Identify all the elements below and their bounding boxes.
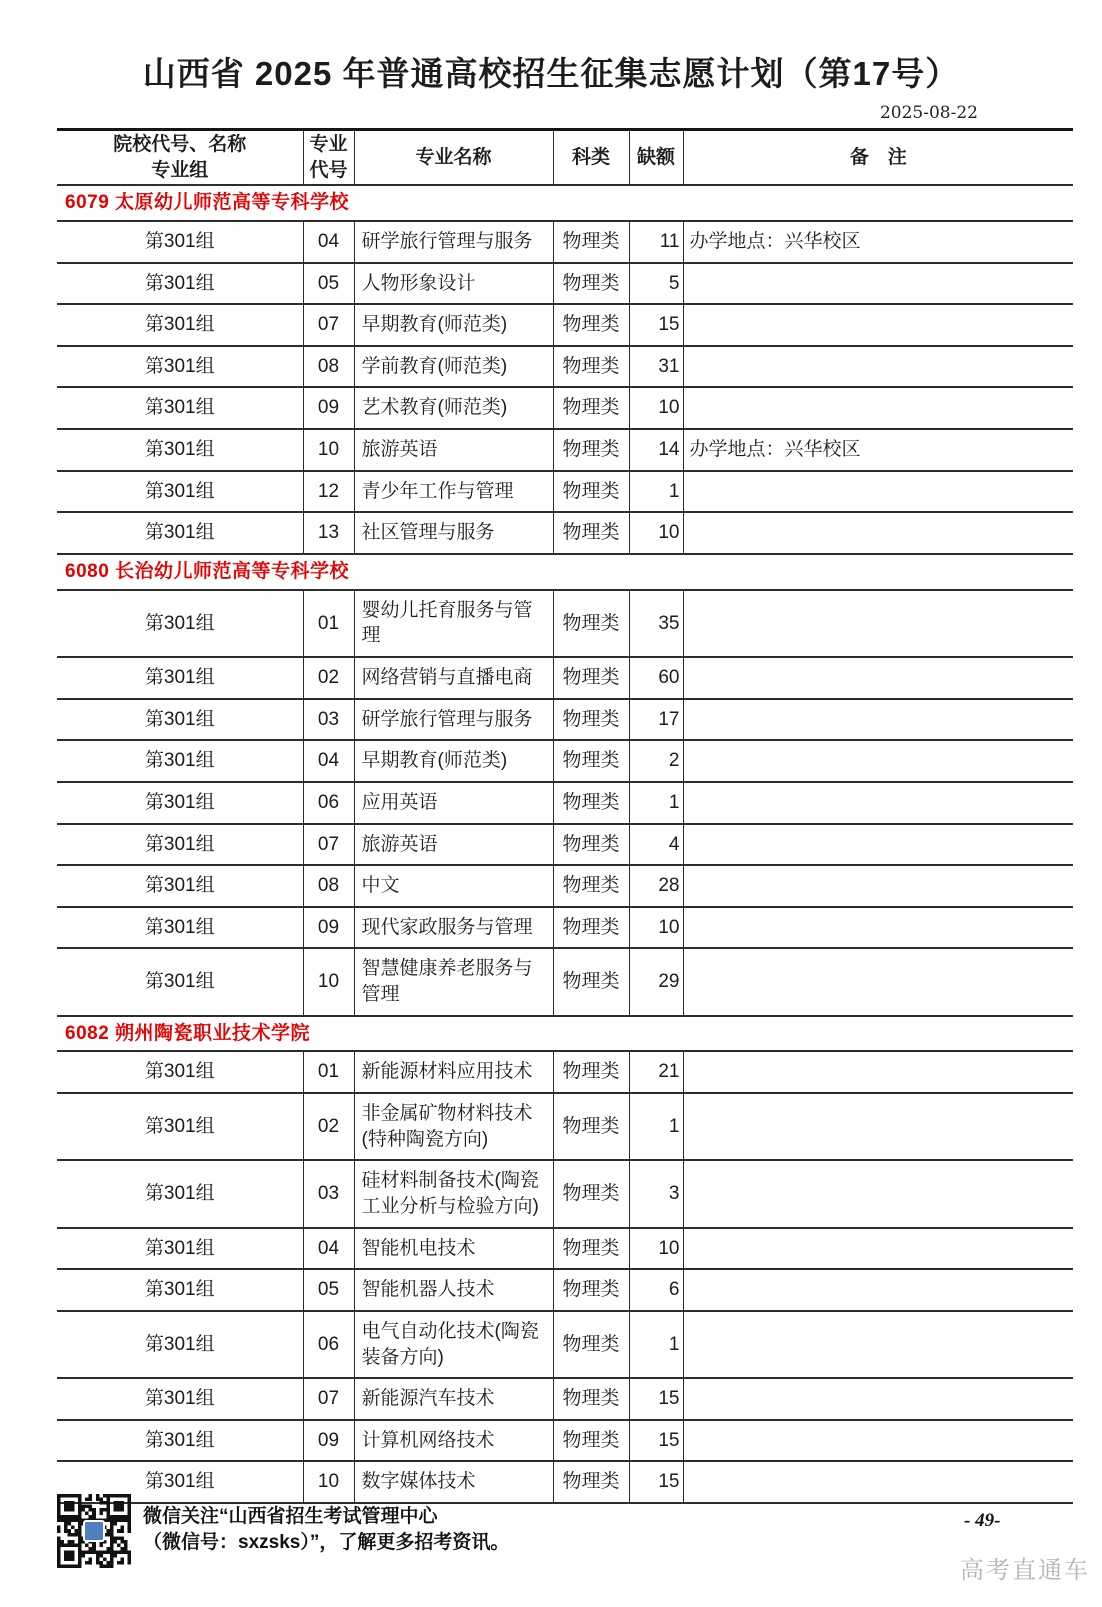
remark-cell: [683, 304, 1073, 346]
school-name: 6082 朔州陶瓷职业技术学院: [65, 1022, 311, 1044]
code-cell: 09: [303, 907, 354, 949]
col-header-major-code: [303, 130, 354, 186]
code-cell: 07: [303, 824, 354, 866]
group-cell: 第301组: [144, 1061, 215, 1083]
category-cell: 物理类: [553, 263, 629, 305]
table-row: [57, 1228, 1073, 1270]
category-cell: 物理类: [553, 657, 629, 699]
category-cell: 物理类: [553, 1461, 629, 1503]
table-row: [57, 1269, 1073, 1311]
major-cell: 中文: [354, 865, 553, 907]
code-cell: 03: [303, 1160, 354, 1227]
vacancy-cell: 4: [629, 824, 683, 866]
remark-cell: [683, 1378, 1073, 1420]
remark-cell: [683, 740, 1073, 782]
page-number: - 49-: [964, 1510, 1001, 1531]
code-cell: 03: [303, 699, 354, 741]
remark-cell: [683, 1093, 1073, 1160]
table-row: [57, 1420, 1073, 1462]
category-cell: 物理类: [553, 699, 629, 741]
table-row: [57, 221, 1073, 263]
table-row: [57, 590, 1073, 657]
remark-cell: [683, 907, 1073, 949]
table-row: [57, 824, 1073, 866]
vacancy-cell: 2: [629, 740, 683, 782]
vacancy-cell: 5: [629, 263, 683, 305]
table-row: [57, 1160, 1073, 1227]
major-cell: 新能源汽车技术: [354, 1378, 553, 1420]
major-cell: 早期教育(师范类): [354, 740, 553, 782]
col-header-school-group: [57, 130, 303, 186]
group-cell: 第301组: [144, 1115, 215, 1137]
category-cell: 物理类: [553, 512, 629, 554]
remark-cell: [683, 1420, 1073, 1462]
major-cell: 网络营销与直播电商: [354, 657, 553, 699]
group-cell: 第301组: [144, 1279, 215, 1301]
vacancy-cell: 1: [629, 1311, 683, 1378]
table-row: [57, 865, 1073, 907]
remark-cell: [683, 699, 1073, 741]
col-header-category: 科类: [553, 130, 629, 186]
col-header-code-line2: 代号: [309, 159, 348, 181]
category-cell: 物理类: [553, 907, 629, 949]
major-cell: 研学旅行管理与服务: [354, 221, 553, 263]
major-cell: 学前教育(师范类): [354, 346, 553, 388]
footer-note: [143, 1504, 509, 1556]
vacancy-cell: 6: [629, 1269, 683, 1311]
table-row: [57, 346, 1073, 388]
category-cell: 物理类: [553, 824, 629, 866]
qr-logo: [83, 1520, 105, 1542]
vacancy-cell: 1: [629, 471, 683, 513]
col-header-school-line1: 院校代号、名称: [113, 134, 247, 155]
group-cell: 第301组: [144, 708, 215, 730]
vacancy-cell: 21: [629, 1051, 683, 1093]
remark-cell: [683, 590, 1073, 657]
category-cell: 物理类: [553, 1093, 629, 1160]
qr-code: [57, 1494, 131, 1568]
col-header-vacancy: 缺额: [629, 130, 683, 186]
major-cell: 电气自动化技术(陶瓷装备方向): [354, 1311, 553, 1378]
vacancy-cell: 3: [629, 1160, 683, 1227]
col-header-code-line1: 专业: [309, 134, 348, 155]
category-cell: 物理类: [553, 346, 629, 388]
remark-cell: [683, 782, 1073, 824]
major-cell: 艺术教育(师范类): [354, 387, 553, 429]
remark-cell: 办学地点：兴华校区: [683, 221, 1073, 263]
remark-cell: [683, 824, 1073, 866]
major-cell: 智能机电技术: [354, 1228, 553, 1270]
code-cell: 01: [303, 1051, 354, 1093]
code-cell: 05: [303, 263, 354, 305]
category-cell: 物理类: [553, 1378, 629, 1420]
group-cell: 第301组: [144, 666, 215, 688]
category-cell: 物理类: [553, 1269, 629, 1311]
group-cell: 第301组: [144, 612, 215, 634]
group-cell: 第301组: [144, 750, 215, 772]
group-cell: 第301组: [144, 1429, 215, 1451]
date-label: 2025-08-22: [879, 103, 978, 123]
major-cell: 非金属矿物材料技术(特种陶瓷方向): [354, 1093, 553, 1160]
table-row: [57, 263, 1073, 305]
code-cell: 09: [303, 387, 354, 429]
group-cell: 第301组: [144, 916, 215, 938]
table-row: [57, 512, 1073, 554]
table-row: [57, 1311, 1073, 1378]
major-cell: 计算机网络技术: [354, 1420, 553, 1462]
major-cell: 新能源材料应用技术: [354, 1051, 553, 1093]
header-row: [57, 130, 1073, 186]
code-cell: 12: [303, 471, 354, 513]
code-cell: 07: [303, 1378, 354, 1420]
school-row: [57, 1016, 1073, 1052]
vacancy-cell: 10: [629, 387, 683, 429]
code-cell: 06: [303, 782, 354, 824]
vacancy-cell: 15: [629, 1461, 683, 1503]
code-cell: 10: [303, 1461, 354, 1503]
remark-cell: [683, 1160, 1073, 1227]
major-cell: 社区管理与服务: [354, 512, 553, 554]
major-cell: 研学旅行管理与服务: [354, 699, 553, 741]
category-cell: 物理类: [553, 1311, 629, 1378]
vacancy-cell: 10: [629, 907, 683, 949]
remark-cell: [683, 1461, 1073, 1503]
code-cell: 04: [303, 1228, 354, 1270]
table-row: [57, 429, 1073, 471]
vacancy-cell: 10: [629, 1228, 683, 1270]
table-row: [57, 1093, 1073, 1160]
code-cell: 05: [303, 1269, 354, 1311]
vacancy-cell: 15: [629, 304, 683, 346]
group-cell: 第301组: [144, 522, 215, 544]
table-row: [57, 699, 1073, 741]
group-cell: 第301组: [144, 1471, 215, 1493]
major-cell: 旅游英语: [354, 824, 553, 866]
group-cell: 第301组: [144, 230, 215, 252]
category-cell: 物理类: [553, 471, 629, 513]
category-cell: 物理类: [553, 590, 629, 657]
remark-cell: [683, 346, 1073, 388]
remark-cell: 办学地点：兴华校区: [683, 429, 1073, 471]
major-cell: 旅游英语: [354, 429, 553, 471]
category-cell: 物理类: [553, 429, 629, 471]
group-cell: 第301组: [144, 971, 215, 993]
code-cell: 13: [303, 512, 354, 554]
col-header-major-name: 专业名称: [354, 130, 553, 186]
code-cell: 01: [303, 590, 354, 657]
category-cell: 物理类: [553, 1228, 629, 1270]
table-row: [57, 740, 1073, 782]
remark-cell: [683, 948, 1073, 1015]
remark-cell: [683, 1228, 1073, 1270]
vacancy-cell: 29: [629, 948, 683, 1015]
category-cell: 物理类: [553, 221, 629, 263]
group-cell: 第301组: [144, 1388, 215, 1410]
school-name: 6079 太原幼儿师范高等专科学校: [65, 192, 350, 214]
category-cell: 物理类: [553, 304, 629, 346]
group-cell: 第301组: [144, 875, 215, 897]
code-cell: 08: [303, 865, 354, 907]
category-cell: 物理类: [553, 1051, 629, 1093]
table-row: [57, 1051, 1073, 1093]
remark-cell: [683, 1311, 1073, 1378]
code-cell: 10: [303, 429, 354, 471]
major-cell: 青少年工作与管理: [354, 471, 553, 513]
code-cell: 09: [303, 1420, 354, 1462]
vacancy-cell: 35: [629, 590, 683, 657]
group-cell: 第301组: [144, 439, 215, 461]
category-cell: 物理类: [553, 1160, 629, 1227]
group-cell: 第301组: [144, 355, 215, 377]
plan-table: [57, 128, 1073, 1504]
code-cell: 04: [303, 740, 354, 782]
category-cell: 物理类: [553, 865, 629, 907]
vacancy-cell: 11: [629, 221, 683, 263]
remark-cell: [683, 471, 1073, 513]
group-cell: 第301组: [144, 833, 215, 855]
table-row: [57, 471, 1073, 513]
major-cell: 婴幼儿托育服务与管理: [354, 590, 553, 657]
group-cell: 第301组: [144, 1183, 215, 1205]
group-cell: 第301组: [144, 791, 215, 813]
table-row: [57, 782, 1073, 824]
group-cell: 第301组: [144, 272, 215, 294]
table-row: [57, 304, 1073, 346]
category-cell: 物理类: [553, 782, 629, 824]
code-cell: 10: [303, 948, 354, 1015]
category-cell: 物理类: [553, 387, 629, 429]
remark-cell: [683, 263, 1073, 305]
vacancy-cell: 1: [629, 782, 683, 824]
group-cell: 第301组: [144, 397, 215, 419]
table-row: [57, 1461, 1073, 1503]
remark-cell: [683, 512, 1073, 554]
remark-cell: [683, 387, 1073, 429]
major-cell: 人物形象设计: [354, 263, 553, 305]
major-cell: 早期教育(师范类): [354, 304, 553, 346]
school-name: 6080 长治幼儿师范高等专科学校: [65, 561, 350, 583]
col-header-remark: 备 注: [683, 130, 1073, 186]
table-row: [57, 657, 1073, 699]
group-cell: 第301组: [144, 480, 215, 502]
category-cell: 物理类: [553, 948, 629, 1015]
major-cell: 数字媒体技术: [354, 1461, 553, 1503]
vacancy-cell: 28: [629, 865, 683, 907]
code-cell: 06: [303, 1311, 354, 1378]
code-cell: 02: [303, 657, 354, 699]
vacancy-cell: 17: [629, 699, 683, 741]
vacancy-cell: 1: [629, 1093, 683, 1160]
remark-cell: [683, 1051, 1073, 1093]
vacancy-cell: 14: [629, 429, 683, 471]
col-header-school-line2: 专业组: [151, 159, 209, 181]
vacancy-cell: 31: [629, 346, 683, 388]
footer-note-line2: （微信号：sxzsks）”，了解更多招考资讯。: [143, 1532, 510, 1553]
remark-cell: [683, 865, 1073, 907]
group-cell: 第301组: [144, 1237, 215, 1259]
vacancy-cell: 60: [629, 657, 683, 699]
vacancy-cell: 10: [629, 512, 683, 554]
code-cell: 04: [303, 221, 354, 263]
vacancy-cell: 15: [629, 1420, 683, 1462]
school-row: [57, 554, 1073, 590]
major-cell: 现代家政服务与管理: [354, 907, 553, 949]
footer-note-line1: 微信关注“山西省招生考试管理中心: [143, 1506, 438, 1527]
table-row: [57, 1378, 1073, 1420]
group-cell: 第301组: [144, 1333, 215, 1355]
table-row: [57, 948, 1073, 1015]
remark-cell: [683, 657, 1073, 699]
major-cell: 硅材料制备技术(陶瓷工业分析与检验方向): [354, 1160, 553, 1227]
code-cell: 02: [303, 1093, 354, 1160]
remark-cell: [683, 1269, 1073, 1311]
category-cell: 物理类: [553, 1420, 629, 1462]
table-row: [57, 907, 1073, 949]
table-row: [57, 387, 1073, 429]
category-cell: 物理类: [553, 740, 629, 782]
major-cell: 应用英语: [354, 782, 553, 824]
major-cell: 智能机器人技术: [354, 1269, 553, 1311]
page-title: 山西省 2025 年普通高校招生征集志愿计划（第17号）: [142, 55, 960, 92]
code-cell: 08: [303, 346, 354, 388]
code-cell: 07: [303, 304, 354, 346]
watermark: 高考直通车: [960, 1557, 1090, 1584]
vacancy-cell: 15: [629, 1378, 683, 1420]
page: [0, 48, 1102, 1584]
major-cell: 智慧健康养老服务与管理: [354, 948, 553, 1015]
group-cell: 第301组: [144, 314, 215, 336]
school-row: [57, 185, 1073, 221]
